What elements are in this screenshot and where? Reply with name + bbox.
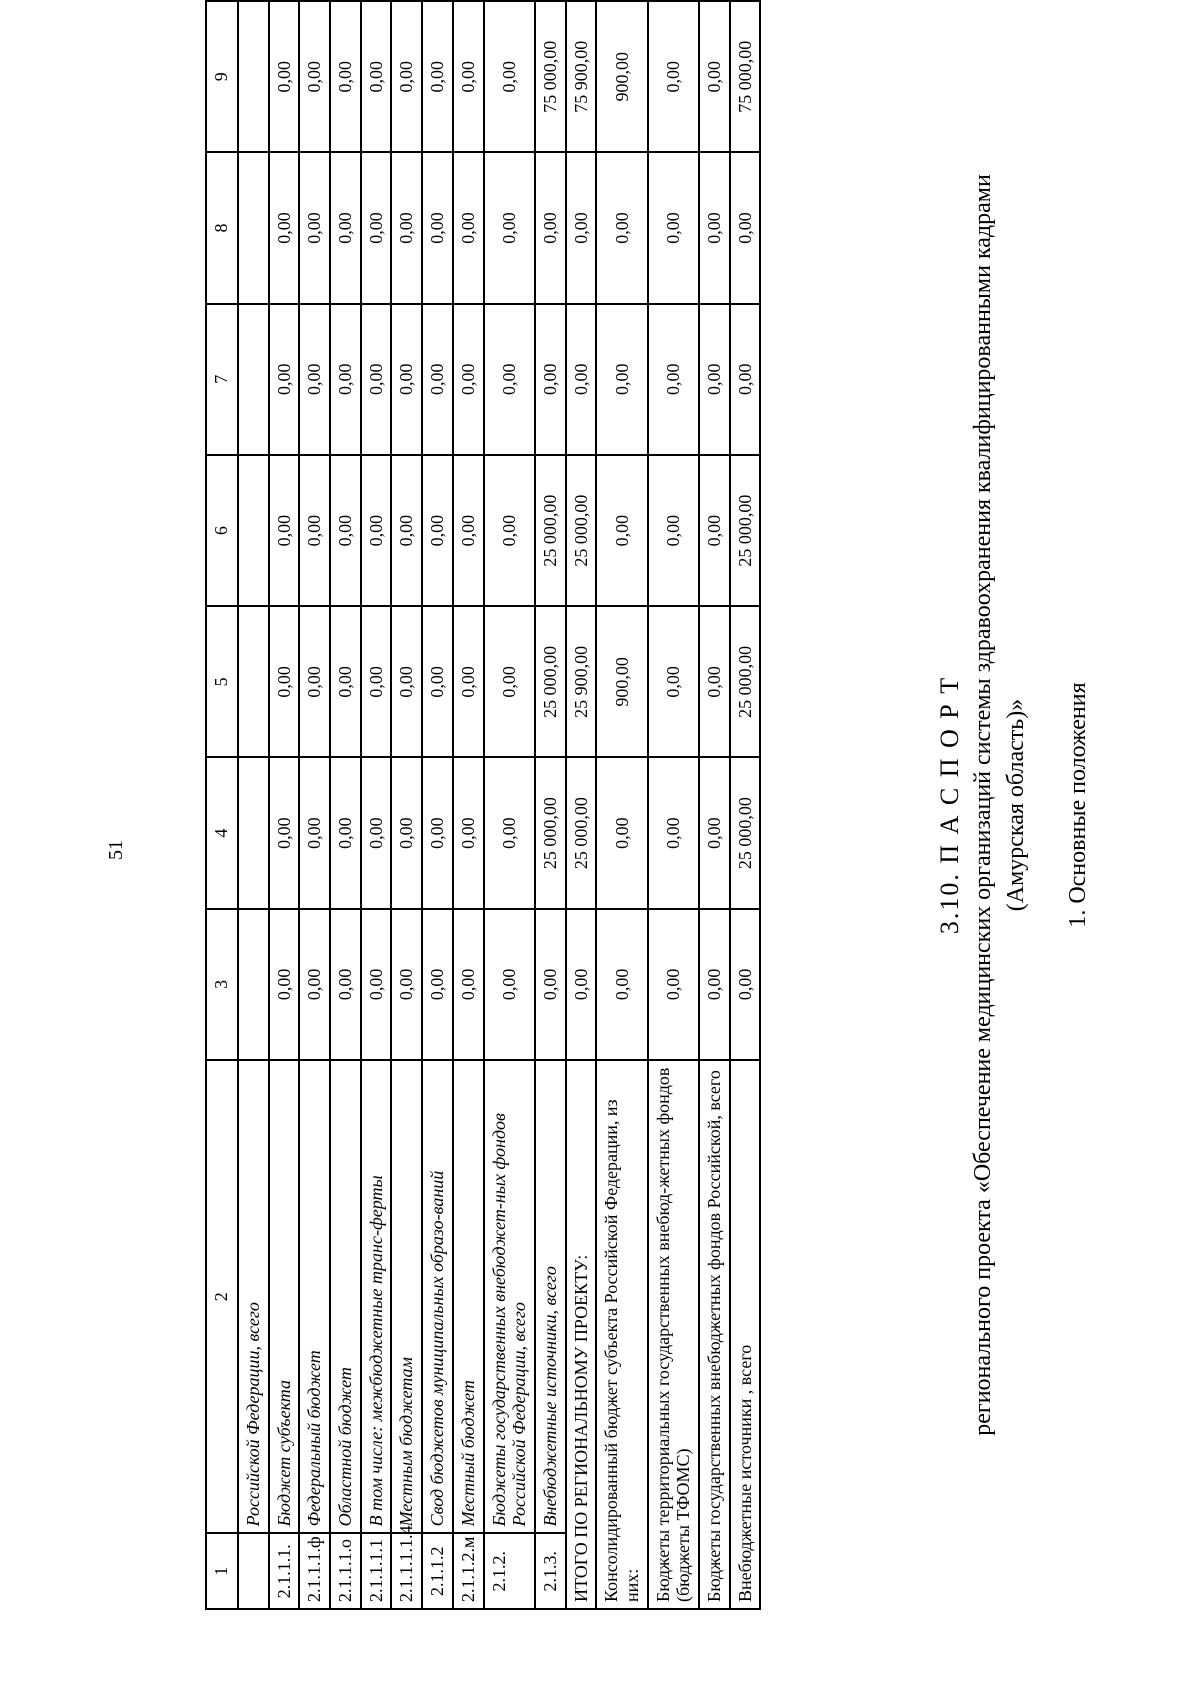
row-code [238, 1533, 269, 1609]
value-cell [238, 606, 269, 757]
row-code: 2.1.1.1.ф [299, 1533, 330, 1609]
value-cell: 0,00 [330, 606, 361, 757]
value-cell: 0,00 [299, 304, 330, 455]
value-cell: 0,00 [330, 1, 361, 152]
value-cell: 0,00 [330, 152, 361, 303]
value-cell: 0,00 [648, 1, 699, 152]
table-row [391, 1, 422, 1609]
passport-subtitle-line2: (Амурская область)» [1003, 698, 1029, 912]
value-cell: 0,00 [391, 304, 422, 455]
value-cell: 0,00 [648, 606, 699, 757]
value-cell: 0,00 [699, 455, 730, 606]
value-cell: 0,00 [361, 757, 392, 908]
table-row [453, 1, 484, 1609]
value-cell [238, 152, 269, 303]
value-cell: 0,00 [361, 606, 392, 757]
value-cell [238, 304, 269, 455]
row-name: Российской Федерации, всего [238, 1060, 269, 1533]
value-cell: 25 000,00 [730, 455, 761, 606]
value-cell: 0,00 [453, 455, 484, 606]
row-code: 2.1.1.1.1 [361, 1533, 392, 1609]
value-cell: 0,00 [422, 757, 453, 908]
table-row [330, 1, 361, 1609]
table-row [361, 1, 392, 1609]
value-cell: 0,00 [453, 909, 484, 1060]
value-cell: 0,00 [596, 304, 647, 455]
value-cell: 0,00 [299, 909, 330, 1060]
header-cell: 4 [206, 757, 238, 908]
table-row [535, 1, 566, 1609]
row-code: 2.1.1.1. [269, 1533, 300, 1609]
value-cell: 0,00 [699, 757, 730, 908]
value-cell: 0,00 [453, 304, 484, 455]
row-label: Внебюджетные источники , всего [730, 1060, 761, 1609]
header-cell: 2 [206, 1060, 238, 1533]
financing-table-body [206, 1, 760, 1609]
value-cell [238, 909, 269, 1060]
value-cell: 0,00 [648, 152, 699, 303]
table-row [730, 1, 761, 1609]
value-cell: 0,00 [648, 455, 699, 606]
value-cell: 0,00 [422, 455, 453, 606]
value-cell: 0,00 [699, 1, 730, 152]
table-row [299, 1, 330, 1609]
row-code: 2.1.1.1.1.4 [391, 1533, 422, 1609]
row-name: Свод бюджетов муниципальных образо-ваний [422, 1060, 453, 1533]
value-cell: 0,00 [453, 757, 484, 908]
row-name: Местный бюджет [453, 1060, 484, 1533]
value-cell: 0,00 [361, 455, 392, 606]
row-label: Бюджеты государственных внебюджетных фондов Российской, всего [699, 1060, 730, 1609]
value-cell: 0,00 [391, 909, 422, 1060]
passport-subtitle-line1: регионального проекта «Обеспечение медицинских организаций системы здравоохранения квалифицированными кадрами [970, 174, 996, 1436]
value-cell: 0,00 [391, 757, 422, 908]
value-cell: 25 900,00 [566, 606, 597, 757]
value-cell: 0,00 [453, 152, 484, 303]
value-cell: 0,00 [269, 152, 300, 303]
financing-table [205, 0, 761, 1610]
row-code: 2.1.2. [484, 1533, 535, 1609]
table-row [566, 1, 597, 1609]
value-cell: 0,00 [484, 152, 535, 303]
value-cell: 0,00 [484, 909, 535, 1060]
value-cell [238, 757, 269, 908]
value-cell [238, 455, 269, 606]
row-code: 2.1.1.2 [422, 1533, 453, 1609]
value-cell: 0,00 [484, 1, 535, 152]
value-cell: 0,00 [269, 606, 300, 757]
row-name: Местным бюджетам [391, 1060, 422, 1533]
table-header-row [206, 1, 238, 1609]
value-cell: 0,00 [422, 909, 453, 1060]
value-cell: 0,00 [422, 304, 453, 455]
table-row [238, 1, 269, 1609]
row-code: 2.1.1.2.м [453, 1533, 484, 1609]
value-cell: 0,00 [361, 1, 392, 152]
row-label: Консолидированный бюджет субъекта Российской Федерации, из них: [596, 1060, 647, 1609]
header-cell: 1 [206, 1533, 238, 1609]
header-cell: 6 [206, 455, 238, 606]
value-cell: 0,00 [269, 757, 300, 908]
value-cell: 0,00 [361, 304, 392, 455]
row-name: Внебюджетные источники, всего [535, 1060, 566, 1533]
value-cell: 0,00 [422, 1, 453, 152]
value-cell: 0,00 [648, 757, 699, 908]
value-cell: 0,00 [299, 1, 330, 152]
value-cell: 0,00 [299, 606, 330, 757]
row-name: Федеральный бюджет [299, 1060, 330, 1533]
value-cell: 25 000,00 [535, 455, 566, 606]
value-cell: 0,00 [699, 152, 730, 303]
value-cell: 900,00 [596, 606, 647, 757]
value-cell: 0,00 [484, 304, 535, 455]
value-cell: 0,00 [330, 757, 361, 908]
value-cell: 25 000,00 [730, 757, 761, 908]
value-cell: 0,00 [699, 606, 730, 757]
value-cell: 0,00 [299, 455, 330, 606]
passport-title: 3.10. П А С П О Р Т [935, 675, 964, 935]
value-cell: 0,00 [269, 909, 300, 1060]
header-cell: 5 [206, 606, 238, 757]
value-cell: 0,00 [269, 455, 300, 606]
value-cell: 0,00 [535, 909, 566, 1060]
page-number: 51 [105, 840, 127, 860]
value-cell: 0,00 [453, 606, 484, 757]
value-cell: 0,00 [330, 909, 361, 1060]
value-cell: 0,00 [596, 152, 647, 303]
row-label: Бюджеты территориальных государственных внебюд-жетных фондов (бюджеты ТФОМС) [648, 1060, 699, 1609]
value-cell: 0,00 [730, 152, 761, 303]
value-cell: 75 000,00 [730, 1, 761, 152]
value-cell: 0,00 [391, 1, 422, 152]
table-row [269, 1, 300, 1609]
value-cell: 0,00 [596, 909, 647, 1060]
value-cell: 0,00 [361, 152, 392, 303]
value-cell: 0,00 [566, 304, 597, 455]
value-cell: 0,00 [699, 909, 730, 1060]
value-cell: 25 000,00 [730, 606, 761, 757]
value-cell: 0,00 [330, 455, 361, 606]
table-row [648, 1, 699, 1609]
value-cell: 75 000,00 [535, 1, 566, 152]
value-cell: 0,00 [596, 455, 647, 606]
value-cell: 25 000,00 [566, 757, 597, 908]
value-cell: 0,00 [299, 152, 330, 303]
header-cell: 7 [206, 304, 238, 455]
value-cell: 0,00 [484, 455, 535, 606]
value-cell: 0,00 [422, 606, 453, 757]
row-name: Бюджеты государственных внебюджет-ных фондов Российской Федерации, всего [484, 1060, 535, 1533]
value-cell [238, 1, 269, 152]
value-cell: 0,00 [453, 1, 484, 152]
row-name: В том числе: межбюджетные транс-ферты [361, 1060, 392, 1533]
value-cell: 0,00 [391, 152, 422, 303]
row-name: Областной бюджет [330, 1060, 361, 1533]
row-code: 2.1.3. [535, 1533, 566, 1609]
table-row [699, 1, 730, 1609]
value-cell: 0,00 [484, 757, 535, 908]
value-cell: 0,00 [566, 909, 597, 1060]
row-code: 2.1.1.1.о [330, 1533, 361, 1609]
value-cell: 25 000,00 [566, 455, 597, 606]
value-cell: 0,00 [566, 152, 597, 303]
value-cell: 0,00 [269, 1, 300, 152]
value-cell: 0,00 [699, 304, 730, 455]
value-cell: 0,00 [596, 757, 647, 908]
value-cell: 0,00 [648, 909, 699, 1060]
value-cell: 0,00 [361, 909, 392, 1060]
value-cell: 0,00 [422, 152, 453, 303]
value-cell: 25 000,00 [535, 757, 566, 908]
value-cell: 0,00 [269, 304, 300, 455]
row-label: ИТОГО ПО РЕГИОНАЛЬНОМУ ПРОЕКТУ: [566, 1060, 597, 1609]
table-row [484, 1, 535, 1609]
table-row [596, 1, 647, 1609]
value-cell: 0,00 [330, 304, 361, 455]
header-cell: 8 [206, 152, 238, 303]
section-title: 1. Основные положения [1065, 682, 1091, 928]
value-cell: 75 900,00 [566, 1, 597, 152]
value-cell: 25 000,00 [535, 606, 566, 757]
header-cell: 3 [206, 909, 238, 1060]
value-cell: 0,00 [535, 152, 566, 303]
value-cell: 0,00 [730, 909, 761, 1060]
value-cell: 0,00 [484, 606, 535, 757]
table-row [422, 1, 453, 1609]
value-cell: 0,00 [391, 455, 422, 606]
value-cell: 0,00 [535, 304, 566, 455]
value-cell: 0,00 [391, 606, 422, 757]
row-name: Бюджет субъекта [269, 1060, 300, 1533]
value-cell: 0,00 [730, 304, 761, 455]
value-cell: 900,00 [596, 1, 647, 152]
header-cell: 9 [206, 1, 238, 152]
value-cell: 0,00 [299, 757, 330, 908]
value-cell: 0,00 [648, 304, 699, 455]
